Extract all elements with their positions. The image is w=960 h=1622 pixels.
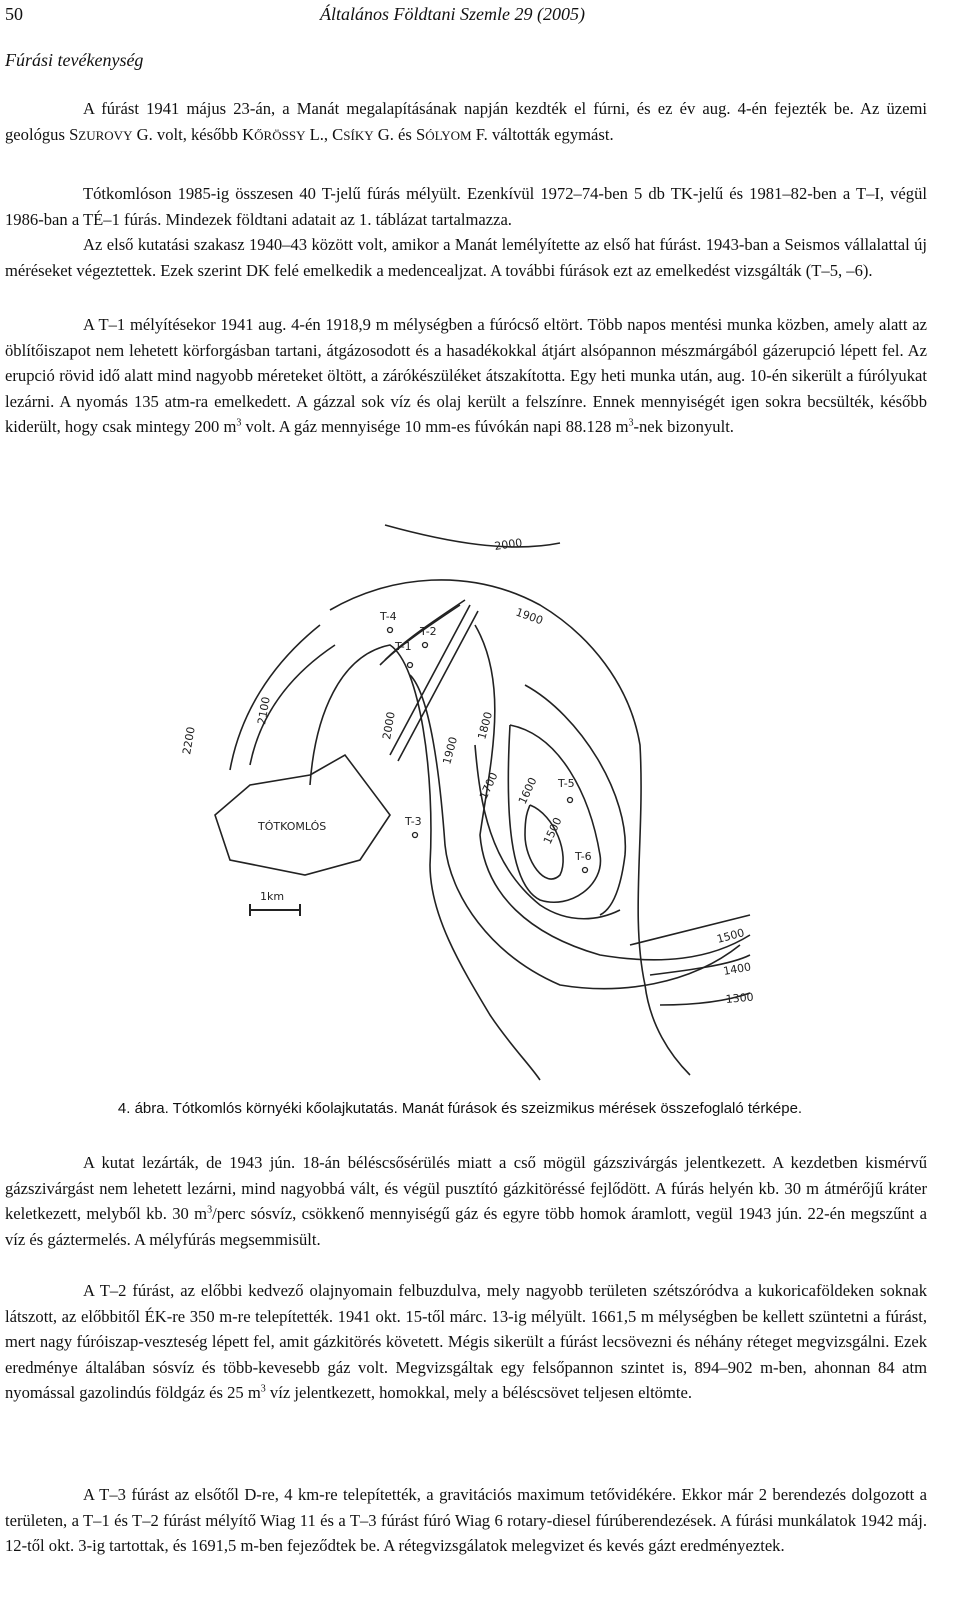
- town-label: TÓTKOMLÓS: [258, 820, 327, 833]
- contour-label-1400: 1400: [722, 960, 753, 978]
- scale-label: 1km: [260, 890, 285, 903]
- well-t5-marker: [568, 798, 573, 803]
- well-label-t3: T-3: [405, 815, 422, 828]
- well-t1-marker: [408, 663, 413, 668]
- journal-header: Általános Földtani Szemle 29 (2005): [320, 4, 585, 24]
- contour-label-1800: 1800: [475, 710, 496, 741]
- well-label-t2: T-2: [420, 625, 437, 638]
- contour-label-2200: 2200: [180, 725, 198, 756]
- paragraph-4: A T–1 mélyítésekor 1941 aug. 4-én 1918,9 m mélységben a fúrócső eltört. Több napos mentési munka közben, amely alatt az öblítőiszapot nem lehetett körforgásban tartani, átgázosodott és a hasadékokkal átjárt alsópannon mészmárgából gázerupció lépett fel. Az erupció rövid idő alatt mind nagyobb méreteket öltött, a zárókészüléket átszakította. Egy heti munka után, aug. 10-én sikerült a fúrólyukat lezárni. A nyomás 135 atm-ra emelkedett. A gázzal sok víz és olaj került a felszínre. Ennek mennyiségét igen sokra becsülték, később kiderült, hogy csak mintegy 200 $m^3$ volt. A gáz mennyisége 10 mm-es fúvókán napi 88.128 $m^3$-nek bizonyult.: [5, 315, 927, 437]
- contour-map: [130, 515, 780, 1090]
- contour-label-1600: 1600: [515, 775, 540, 807]
- contour-label-1500: 1500: [715, 926, 746, 946]
- well-t3-marker: [413, 833, 418, 838]
- paragraph-2: Tótkomlóson 1985-ig összesen 40 T-jelű fúrás mélyült. Ezenkívül 1972–74-ben 5 db TK-jelű és 1981–82-ben a T–I, végül 1986-ban a TÉ–1 fúrás. Mindezek földtani adatait az 1. táblázat tartalmazza.: [5, 184, 927, 229]
- contour-label-1700: 1700: [476, 770, 501, 802]
- page-number: 50: [5, 4, 23, 24]
- contour-label-1300: 1300: [725, 990, 755, 1006]
- paragraph-5: A kutat lezárták, de 1943 jún. 18-án béléscsősérülés miatt a cső mögül gázszivárgás jelentkezett. A kezdetben kismérvű gázszivárgást nem lehetett lezárni, mind nagyobbá vált, és végül pusztító gázkitöréssé fejlődött. A fúrás helyén kb. 30 m átmérőjű kráter keletkezett, melyből kb. 30 $m^3$/perc sósvíz, csökkenő mennyiségű gáz és egyre több homok áramlott, vegül 1943 jún. 22-én megszűnt a víz és gáztermelés. A mélyfúrás megsemmisült.: [5, 1153, 927, 1249]
- paragraph-1: A fúrást 1941 május 23-án, a Manát megalapításának napján kezdték el fúrni, és ez év aug. 4-én fejezték be. Az üzemi geológus SZUROVY G. volt, később KŐRÖSSY L., CSÍKY G. és SÓLYOM F. váltották egymást.: [5, 99, 927, 144]
- contour-label-2000-top: 2000: [493, 536, 524, 553]
- paragraph-6: A T–2 fúrást, az előbbi kedvező olajnyomain felbuzdulva, mely nagyobb területen szétszóródva a kukoricaföldeken soknak látszott, az előbbitől ÉK-re 350 m-re telepítették. 1941 okt. 15-től márc. 13-ig mélyült. 1661,5 m mélységben be kellett szüntetni a fúrást, mert nagy fúróiszap-veszteség lépett fel, amit gázkitörés követett. Mégis sikerült a fúrást lecsövezni és néhány réteget megvizsgálni. Ezek eredménye általában sósvíz és több-kevesebb gáz volt. Megvizsgáltak egy felsőpannon szintet is, 894–902 m-ben, ahonnan 84 atm nyomással gazolindús földgáz és 25 $m^3$ víz jelentkezett, homokkal, mely a béléscsövet teljesen eltömte.: [5, 1281, 927, 1403]
- figure-caption: 4. ábra. Tótkomlós környéki kőolajkutatás. Manát fúrások és szeizmikus mérések összefoglaló térképe.: [117, 1100, 803, 1117]
- contour-label-1500-inner: 1500: [540, 815, 565, 847]
- well-t2-marker: [423, 643, 428, 648]
- paragraph-3: Az első kutatási szakasz 1940–43 között volt, amikor a Manát lemélyítette az első hat fúrást. 1943-ban a Seismos vállalattal új méréseket végeztettek. Ezek szerint DK felé emelkedik a medencealjzat. A további fúrások ezt az emelkedést vizsgálták (T–5, –6).: [5, 235, 927, 280]
- well-label-t5: T-5: [558, 777, 575, 790]
- well-t4-marker: [388, 628, 393, 633]
- section-title: Fúrási tevékenység: [5, 50, 144, 70]
- well-label-t1: T-1: [395, 640, 412, 653]
- contour-label-1900: 1900: [440, 735, 461, 766]
- contour-label-2100: 2100: [255, 695, 273, 726]
- well-label-t4: T-4: [380, 610, 397, 623]
- well-t6-marker: [583, 868, 588, 873]
- contour-label-2000: 2000: [380, 710, 398, 741]
- contour-label-1900-top: 1900: [513, 605, 545, 628]
- paragraph-7: A T–3 fúrást az elsőtől D-re, 4 km-re telepítették, a gravitációs maximum tetővidékére. Ekkor már 2 berendezés dolgozott a területen, a T–1 és T–2 fúrást mélyítő Wiag 11 és a T–3 fúrást fúró Wiag 6 rotary-diesel fúrúberendezések. A fúrási munkálatok 1942 máj. 12-től okt. 3-ig tartottak, és 1691,5 m-ben fejeződtek be. A rétegvizsgálatok melegvizet és kevés gázt eredményeztek.: [5, 1485, 927, 1556]
- well-label-t6: T-6: [575, 850, 592, 863]
